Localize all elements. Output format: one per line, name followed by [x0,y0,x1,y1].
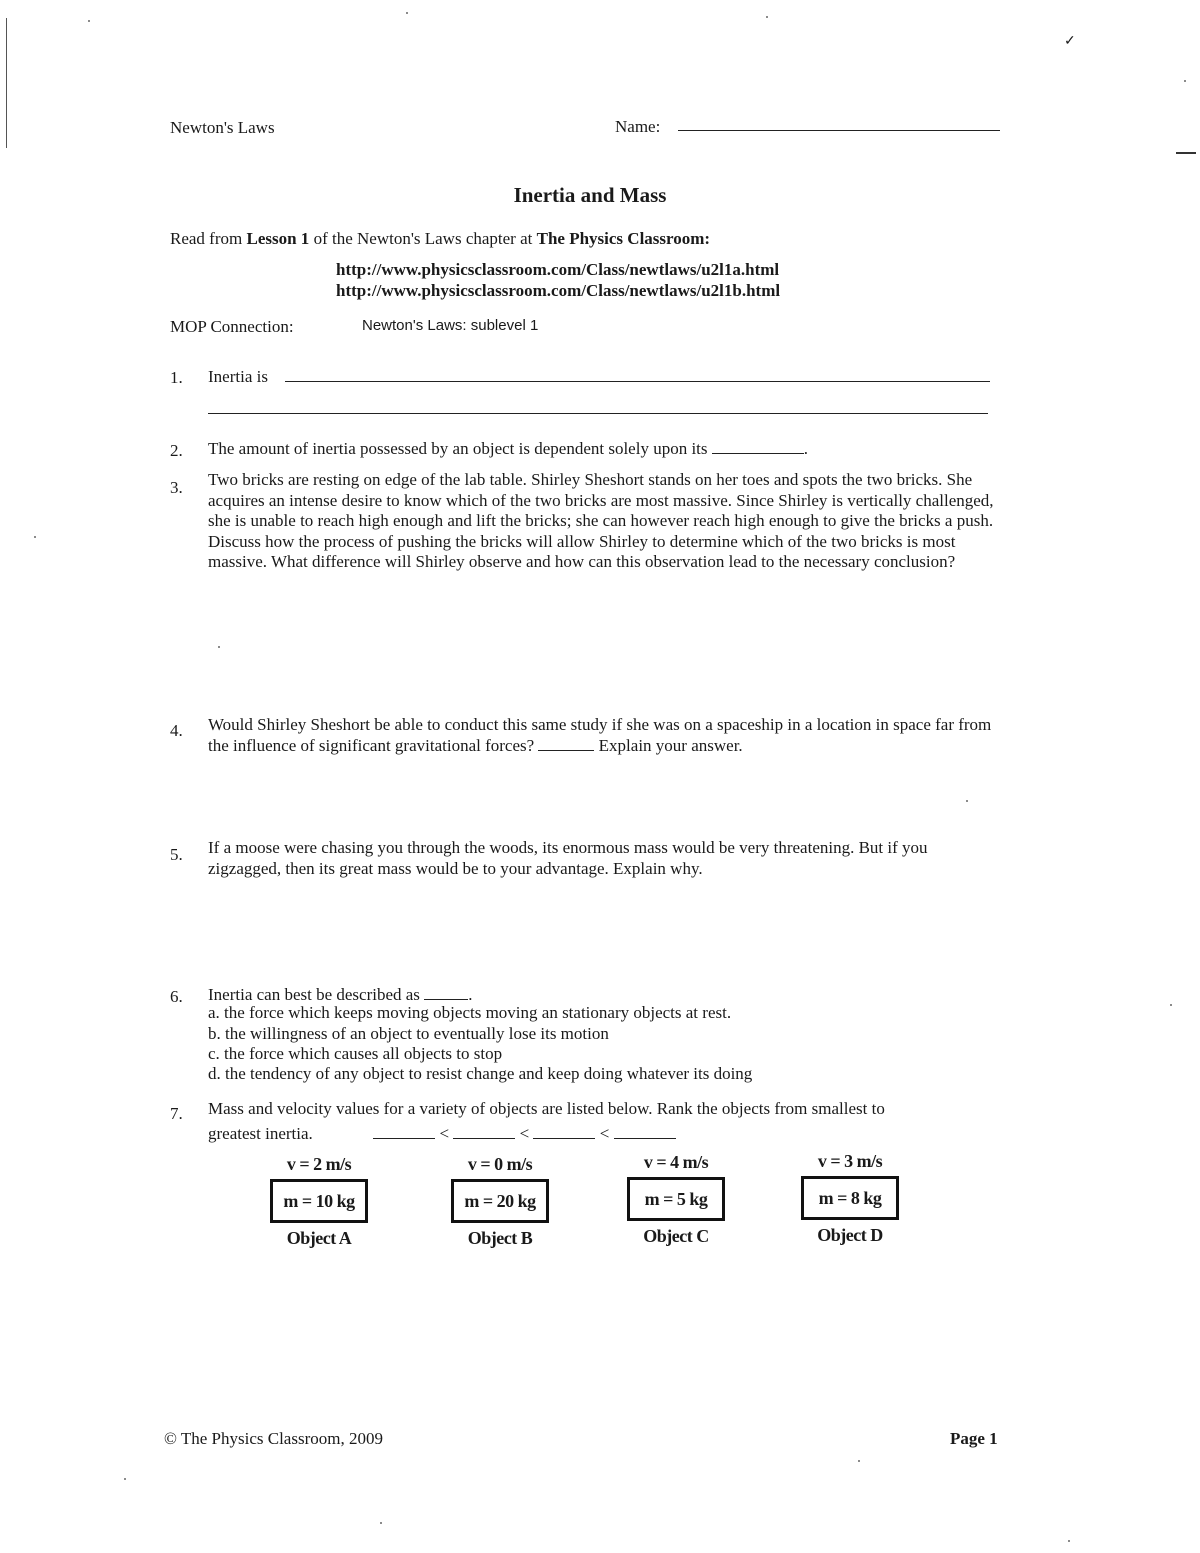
scan-speck [406,12,408,14]
less-than-sign: < [519,1124,530,1143]
question-6-number: 6. [170,987,183,1006]
object-b-velocity: v = 0 m/s [467,1154,533,1174]
scan-speck [88,20,90,22]
scan-speck [966,800,968,802]
scan-edge-mark [6,18,7,148]
object-a-mass-box: m = 10 kg [270,1179,368,1223]
rank-blank-1[interactable] [373,1138,435,1139]
object-c-mass-box: m = 5 kg [627,1177,725,1221]
question-4-text [208,715,1003,756]
course-header: Newton's Laws [170,118,275,137]
rank-blank-3[interactable] [533,1138,595,1139]
object-a-velocity: v = 2 m/s [286,1154,352,1174]
rank-blank-2[interactable] [453,1138,515,1139]
answer-blank-4[interactable] [538,750,594,751]
object-b-label: Object B [467,1228,533,1248]
question-7-number: 7. [170,1104,183,1123]
question-2-number: 2. [170,441,183,460]
less-than-sign: < [439,1124,450,1143]
question-4-prompt: Would Shirley Sheshort be able to conduct this same study if she was on a spaceship in a location in space far from the influence of significant gravitational forces? [208,715,992,755]
question-1-number: 1. [170,368,183,387]
question-4-explain: Explain your answer. [598,735,743,755]
object-c-velocity: v = 4 m/s [643,1152,709,1172]
question-7-text-line2 [208,1124,676,1144]
name-field[interactable] [678,130,1000,131]
object-d-label: Object D [817,1225,883,1245]
answer-line-1b[interactable] [208,413,988,414]
lesson-link-1[interactable]: http://www.physicsclassroom.com/Class/newtlaws/u2l1a.html [336,260,780,279]
scan-speck [1170,1004,1172,1006]
read-from-text: Read from [170,229,243,248]
question-6-prompt: Inertia can best be described as [208,985,420,1004]
question-5-text: If a moose were chasing you through the woods, its enormous mass would be very threatening. But if you zigzagged, then its great mass would be to your advantage. Explain why. [208,838,928,878]
question-3-text: Two bricks are resting on edge of the lab table. Shirley Sheshort stands on her toes and spots the two bricks. She acquires an intense desire to know which of the two bricks are most massive. Since Shirley is vertically challenged, she is unable to reach high enough and lift the bricks; she can however reach high enough to give the bricks a push. Discuss how the process of pushing the bricks will allow Shirley to determine which of the two bricks is most massive. What difference will Shirley observe and how can this observation lead to the necessary conclusion? [208,470,994,571]
rank-blank-4[interactable] [614,1138,676,1139]
scan-speck [380,1522,382,1524]
object-d-mass-box: m = 8 kg [801,1176,899,1220]
scan-speck [34,536,36,538]
object-c [616,1152,736,1247]
question-7-prompt: greatest inertia. [208,1124,313,1143]
question-3-number: 3. [170,478,183,497]
question-2-prompt: The amount of inertia possessed by an object is dependent solely upon its [208,439,708,458]
object-b-mass-box: m = 20 kg [451,1179,549,1223]
object-a [259,1154,379,1249]
name-label: Name: [615,117,661,136]
question-7-text-line1: Mass and velocity values for a variety of objects are listed below. Rank the objects from smallest to [208,1099,885,1118]
scan-speck [1184,80,1186,82]
option-c[interactable]: c. the force which causes all objects to stop [208,1044,503,1063]
answer-line-1a[interactable] [285,381,990,382]
site-name: The Physics Classroom: [536,229,711,248]
answer-blank-2[interactable] [712,453,804,454]
scan-speck [858,1460,860,1462]
lesson-name: Lesson 1 [246,229,310,248]
object-d-velocity: v = 3 m/s [817,1151,883,1171]
lesson-link-2[interactable]: http://www.physicsclassroom.com/Class/newtlaws/u2l1b.html [336,281,781,300]
option-d[interactable]: d. the tendency of any object to resist change and keep doing whatever its doing [208,1064,753,1083]
less-than-sign: < [599,1124,610,1143]
scan-edge-mark [1176,152,1196,154]
mop-value: Newton's Laws: sublevel 1 [362,317,539,334]
answer-blank-6[interactable] [424,999,468,1000]
pen-check-mark: ✓ [1064,34,1076,49]
question-2-text: The amount of inertia possessed by an object is dependent solely upon its . [208,439,809,458]
option-b[interactable]: b. the willingness of an object to eventually lose its motion [208,1024,609,1043]
question-1-text: Inertia is [208,367,268,386]
object-b [440,1154,560,1249]
question-4-number: 4. [170,721,183,740]
copyright-notice: © The Physics Classroom, 2009 [164,1429,383,1448]
scan-speck [1068,1540,1070,1542]
object-a-label: Object A [286,1228,352,1248]
option-a[interactable]: a. the force which keeps moving objects moving an stationary objects at rest. [208,1003,732,1022]
page-title: Inertia and Mass [513,183,667,207]
question-5-number: 5. [170,845,183,864]
scan-speck [124,1478,126,1480]
page-number: Page 1 [950,1429,998,1448]
scan-speck [766,16,768,18]
of-the-text: of the Newton's Laws chapter at [313,229,533,248]
object-d [790,1151,910,1246]
reading-instruction [170,229,710,249]
scan-speck [218,646,220,648]
mop-label: MOP Connection: [170,317,294,336]
question-6-text: Inertia can best be described as . [208,985,473,1004]
object-c-label: Object C [643,1226,709,1246]
